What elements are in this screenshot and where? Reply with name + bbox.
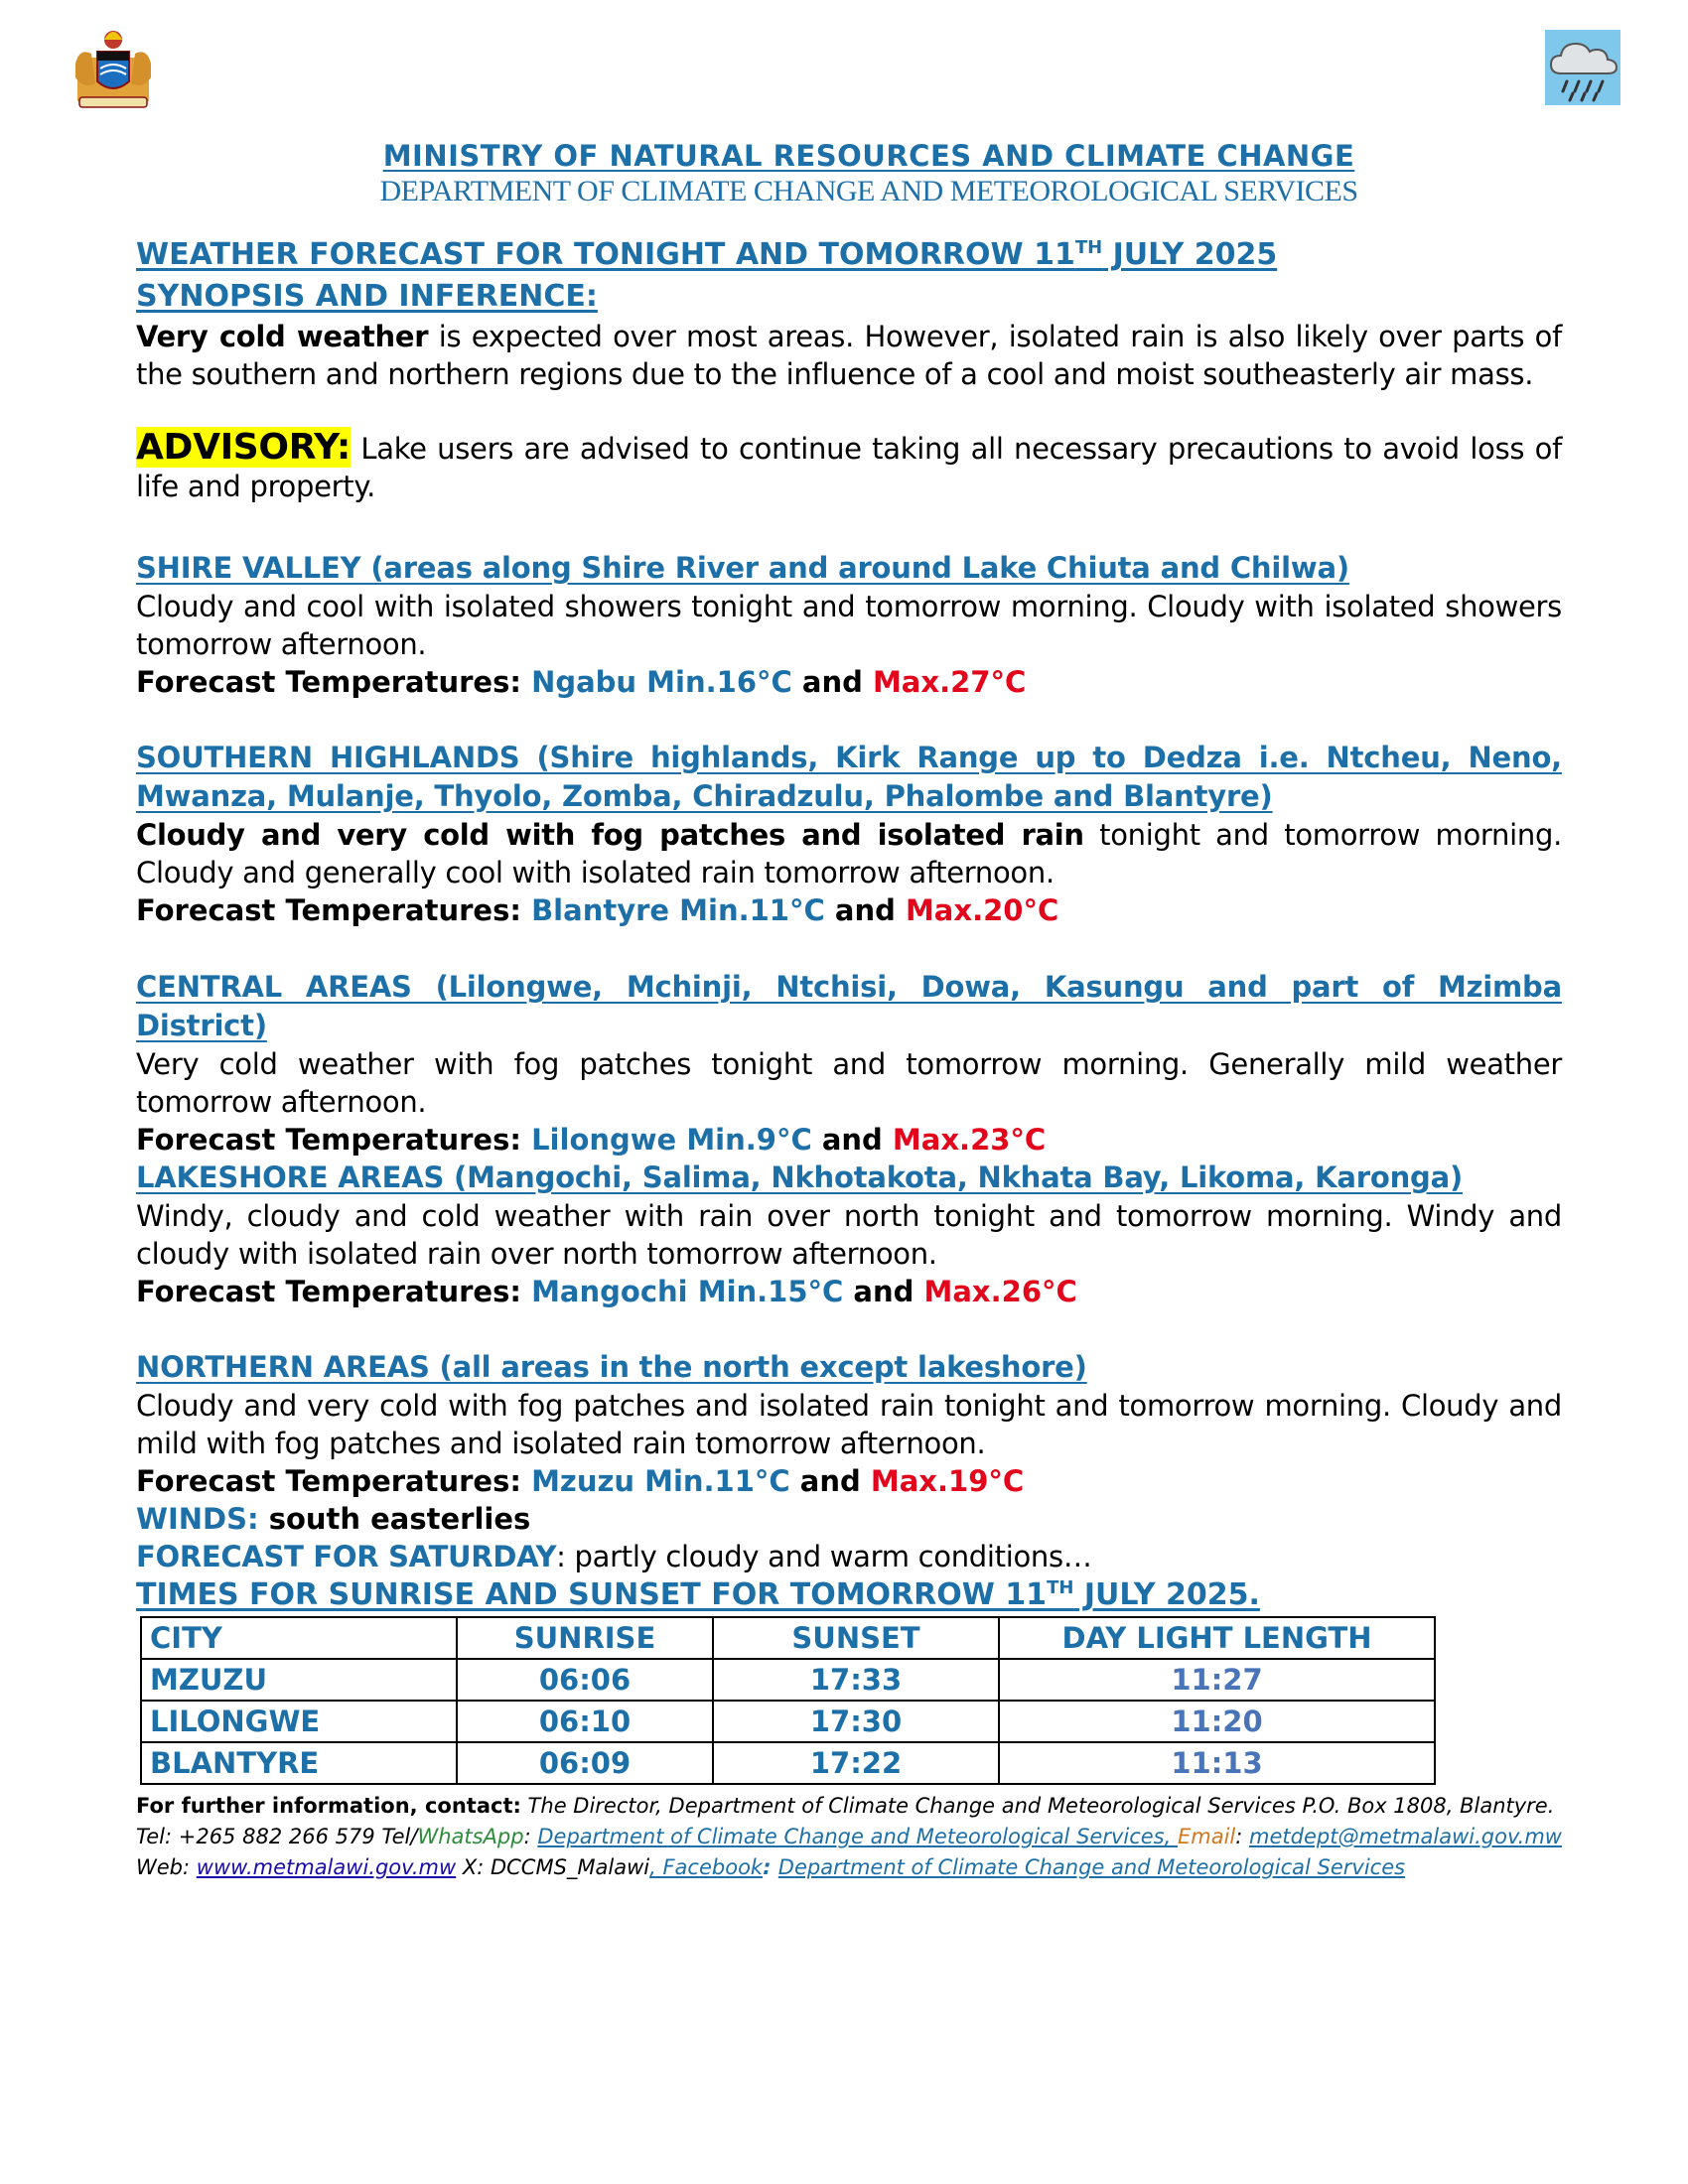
sun-times-title: TIMES FOR SUNRISE AND SUNSET FOR TOMORROW 11TH JULY 2025. xyxy=(136,1577,1260,1612)
region-heading: CENTRAL AREAS (Lilongwe, Mchinji, Ntchisi, Dowa, Kasungu and part of Mzimba District) xyxy=(136,970,1562,1042)
region-lakeshore-areas xyxy=(136,1159,1562,1310)
forecast-title: WEATHER FORECAST FOR TONIGHT AND TOMORROW 11TH JULY 2025 xyxy=(136,237,1278,272)
region-heading: NORTHERN AREAS (all areas in the north except lakeshore) xyxy=(136,1350,1087,1384)
whatsapp-label: WhatsApp xyxy=(417,1825,524,1848)
table-header: DAY LIGHT LENGTH xyxy=(999,1617,1435,1659)
region-text: Cloudy and cool with isolated showers tonight and tomorrow morning. Cloudy with isolated showers tomorrow afternoon. xyxy=(136,590,1562,661)
table-header: SUNRISE xyxy=(457,1617,713,1659)
table-row xyxy=(141,1701,1435,1742)
email-link[interactable]: metdept@metmalawi.gov.mw xyxy=(1249,1825,1562,1848)
min-temp: Ngabu Min.16°C xyxy=(531,665,792,699)
max-temp: Max.26°C xyxy=(923,1275,1077,1308)
region-heading: LAKESHORE AREAS (Mangochi, Salima, Nkhotakota, Nkhata Bay, Likoma, Karonga) xyxy=(136,1160,1464,1194)
sun-times-table xyxy=(140,1616,1436,1785)
forecast-temperatures: Forecast Temperatures: Ngabu Min.16°C and Max.27°C xyxy=(136,665,1027,699)
region-central-areas xyxy=(136,968,1562,1159)
city-cell: BLANTYRE xyxy=(141,1742,457,1784)
winds: WINDS: south easterlies xyxy=(136,1502,531,1536)
region-text: Very cold weather with fog patches tonight and tomorrow morning. Generally mild weather tomorrow afternoon. xyxy=(136,1047,1562,1119)
synopsis-text: Very cold weather is expected over most areas. However, isolated rain is also likely over parts of the southern and northern regions due to the influence of a cool and moist southeasterly air mass. xyxy=(136,320,1562,391)
synopsis-heading: SYNOPSIS AND INFERENCE: xyxy=(136,279,598,314)
max-temp: Max.23°C xyxy=(892,1123,1047,1157)
advisory-label: ADVISORY: xyxy=(136,427,351,468)
region-text: Cloudy and very cold with fog patches and isolated rain tonight and tomorrow morning. Cloudy and mild with fog patches and isolated rain tomorrow afternoon. xyxy=(136,1389,1562,1460)
sunset-cell: 17:33 xyxy=(713,1659,999,1701)
advisory-text: Lake users are advised to continue taking all necessary precautions to avoid loss of life and property. xyxy=(136,432,1562,503)
region-northern-areas xyxy=(136,1348,1562,1615)
sunrise-cell: 06:06 xyxy=(457,1659,713,1701)
max-temp: Max.20°C xyxy=(905,893,1059,927)
saturday-forecast: FORECAST FOR SATURDAY: partly cloudy and warm conditions… xyxy=(136,1540,1092,1573)
table-header: SUNSET xyxy=(713,1617,999,1659)
sunset-cell: 17:30 xyxy=(713,1701,999,1742)
region-heading: SOUTHERN HIGHLANDS (Shire highlands, Kirk Range up to Dedza i.e. Ntcheu, Neno, Mwanza, Mulanje, Thyolo, Zomba, Chiradzulu, Phalombe and Blantyre) xyxy=(136,741,1562,813)
max-temp: Max.19°C xyxy=(870,1464,1025,1498)
daylight-cell: 11:20 xyxy=(999,1701,1435,1742)
city-cell: MZUZU xyxy=(141,1659,457,1701)
synopsis-section xyxy=(136,234,1562,393)
daylight-cell: 11:27 xyxy=(999,1659,1435,1701)
forecast-temperatures: Forecast Temperatures: Lilongwe Min.9°C and Max.23°C xyxy=(136,1123,1047,1157)
city-cell: LILONGWE xyxy=(141,1701,457,1742)
facebook-link[interactable]: Department of Climate Change and Meteorological Services xyxy=(777,1855,1406,1879)
table-header-row xyxy=(141,1617,1435,1659)
region-heading: SHIRE VALLEY (areas along Shire River and around Lake Chiuta and Chilwa) xyxy=(136,551,1349,585)
advisory xyxy=(136,429,1562,505)
forecast-temperatures: Forecast Temperatures: Mzuzu Min.11°C and Max.19°C xyxy=(136,1464,1025,1498)
facebook-label[interactable]: , Facebook xyxy=(649,1855,764,1879)
min-temp: Mangochi Min.15°C xyxy=(531,1275,844,1308)
min-temp: Mzuzu Min.11°C xyxy=(531,1464,790,1498)
rain-cloud-icon xyxy=(1545,30,1620,105)
table-row xyxy=(141,1659,1435,1701)
department-link[interactable]: Department of Climate Change and Meteorological Services, xyxy=(537,1825,1178,1848)
table-header: CITY xyxy=(141,1617,457,1659)
max-temp: Max.27°C xyxy=(872,665,1027,699)
coat-of-arms-logo xyxy=(68,24,159,115)
region-text: Cloudy and very cold with fog patches and isolated rain tonight and tomorrow morning. Cloudy and generally cool with isolated rain tomorrow afternoon. xyxy=(136,818,1562,889)
email-label: Email xyxy=(1177,1825,1236,1848)
region-shire-valley xyxy=(136,549,1562,701)
forecast-temperatures: Forecast Temperatures: Blantyre Min.11°C and Max.20°C xyxy=(136,893,1059,927)
sunrise-cell: 06:09 xyxy=(457,1742,713,1784)
ministry-heading: MINISTRY OF NATURAL RESOURCES AND CLIMATE CHANGE xyxy=(382,139,1355,173)
sunrise-cell: 06:10 xyxy=(457,1701,713,1742)
min-temp: Lilongwe Min.9°C xyxy=(531,1123,812,1157)
region-southern-highlands xyxy=(136,739,1562,929)
department-heading: DEPARTMENT OF CLIMATE CHANGE AND METEOROLOGICAL SERVICES xyxy=(379,175,1358,207)
website-link[interactable]: www.metmalawi.gov.mw xyxy=(196,1855,457,1879)
table-row xyxy=(141,1742,1435,1784)
region-text: Windy, cloudy and cold weather with rain over north tonight and tomorrow morning. Windy and cloudy with isolated rain over north tomorrow afternoon. xyxy=(136,1199,1562,1271)
contact-footer: For further information, contact: The Director, Department of Climate Change and Meteorological Services P.O. Box 1808, Blantyre. Tel: +265 882 266 579 Tel/WhatsApp: Department of Climate Change and Meteorological Services, Email: metdept@metmalawi.gov.mw Web: www.metmalawi.gov.mw X: DCCMS_Malawi, Facebook: Department of Climate Change and Meteorological Services xyxy=(136,1794,1562,1879)
daylight-cell: 11:13 xyxy=(999,1742,1435,1784)
sunset-cell: 17:22 xyxy=(713,1742,999,1784)
min-temp: Blantyre Min.11°C xyxy=(531,893,825,927)
forecast-temperatures: Forecast Temperatures: Mangochi Min.15°C and Max.26°C xyxy=(136,1275,1077,1308)
